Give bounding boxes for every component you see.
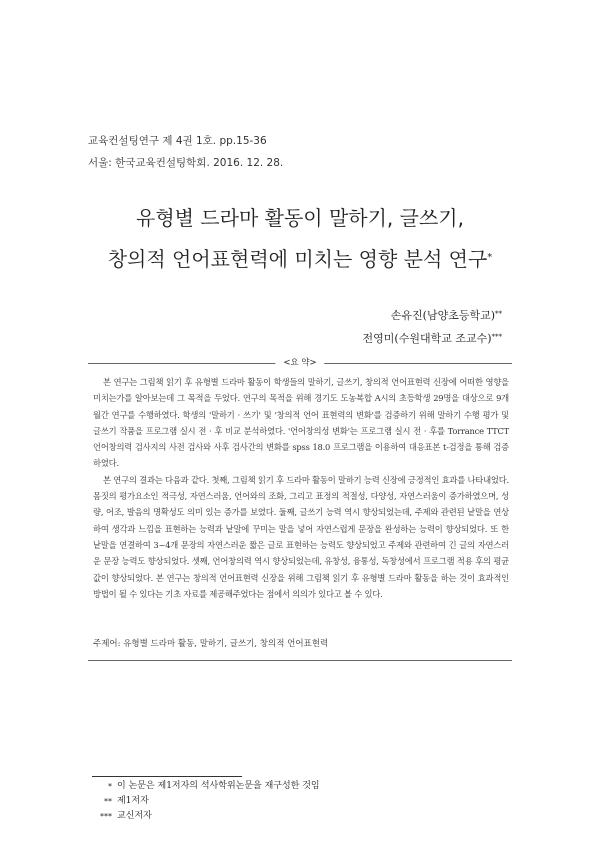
footnotes: [98, 779, 320, 824]
footnote-rule: [92, 776, 242, 777]
footnote-1: [98, 779, 320, 794]
footnote-1-text: 이 논문은 제1저자의 석사학위논문을 재구성한 것임: [117, 781, 320, 791]
abstract-label: <요 약>: [275, 356, 324, 370]
journal-info: [88, 130, 283, 174]
author-list: [363, 304, 502, 350]
journal-publisher-line: 서울: 한국교육컨설팅학회. 2016. 12. 28.: [88, 157, 284, 169]
footnote-3: [98, 809, 320, 824]
author-1-mark: **: [495, 310, 502, 318]
author-2-mark: ***: [491, 333, 502, 341]
footnote-3-text: 교신저자: [117, 811, 152, 821]
author-1-name: 손유진(남양초등학교): [390, 309, 495, 322]
title-footnote-mark: *: [487, 252, 493, 263]
footnote-2-mark: **: [104, 797, 112, 806]
title-line-2-text: 창의적 언어표현력에 미치는 영향 분석 연구: [107, 247, 488, 271]
journal-citation: 교육컨설팅연구 제 4권 1호. pp.15-36: [88, 135, 267, 147]
abstract-header: [88, 356, 512, 370]
author-1: [363, 304, 502, 327]
footnote-2: [98, 794, 320, 809]
abstract-paragraph-1: 본 연구는 그림책 읽기 후 유형별 드라마 활동이 학생들의 말하기, 글쓰기, 창의적 언어표현력 신장에 어떠한 영향을 미치는가를 알아보는데 그 목적을 두었다. 연구의 목적을 위해 경기도 도농복합 A시의 초등학생 29명을 대상으로 9개월간 연구를 수행하였다. 학생의 '말하기 · 쓰기' 및 '창의적 언어 표현력의 변화'를 검증하기 위해 말하기 수행 평가 및 글쓰기 작품을 프로그램 실시 전 · 후 비교 분석하였다. '언어창의성 변화'는 프로그램 실시 전 · 후를 Torrance TTCT 언어창의력 검사지의 사전 검사와 사후 검사간의 변화를 spss 18.0 프로그램을 이용하여 대응표본 t-검정을 통해 검증하였다.: [93, 377, 509, 469]
keywords: 주제어: 유형별 드라마 활동, 말하기, 글쓰기, 창의적 언어표현력: [93, 639, 329, 649]
paper-title: [0, 198, 600, 280]
author-2-name: 전영미(수원대학교 조교수): [362, 332, 492, 345]
title-line-1: 유형별 드라마 활동이 말하기, 글쓰기,: [136, 206, 464, 230]
footnote-2-text: 제1저자: [117, 796, 149, 806]
footnote-1-mark: *: [108, 782, 112, 791]
title-line-2: [0, 239, 600, 280]
author-2: [363, 327, 502, 350]
footnote-3-mark: ***: [100, 812, 112, 821]
abstract-bottom-rule: [88, 660, 512, 661]
abstract-paragraph-2: 본 연구의 결과는 다음과 같다. 첫째, 그림책 읽기 후 드라마 활동이 말하기 능력 신장에 긍정적인 효과를 나타내었다. 몸짓의 평가요소인 적극성, 자연스러움, 언어와의 조화, 그리고 표정의 적절성, 다양성, 자연스러움이 증가하였으며, 성량, 어조, 발음의 명확성도 의미 있는 증가를 보였다. 둘째, 글쓰기 능력 역시 향상되었는데, 주제와 관련된 낱말을 연상하여 생각과 느낌을 표현하는 능력과 낱말에 꾸미는 말을 넣어 자연스럽게 문장을 완성하는 능력이 향상되었다. 또 한 낱말을 연결하여 3~4개 문장의 자연스러운 짧은 글로 표현하는 능력도 향상되었고 주제와 관련하여 긴 글의 자연스러운 문장 능력도 향상되었다. 셋째, 언어창의력 역시 향상되었는데, 유창성, 융통성, 독창성에서 프로그램 적용 후의 평균값이 향상되었다. 본 연구는 창의적 언어표현력 신장을 위해 그림책 읽기 후 유형별 드라마 활동을 하는 것이 효과적인 방법이 될 수 있다는 기초 자료를 제공해주었다는 점에서 의의가 있다고 볼 수 있다.: [93, 474, 509, 599]
abstract-body: [93, 374, 509, 602]
